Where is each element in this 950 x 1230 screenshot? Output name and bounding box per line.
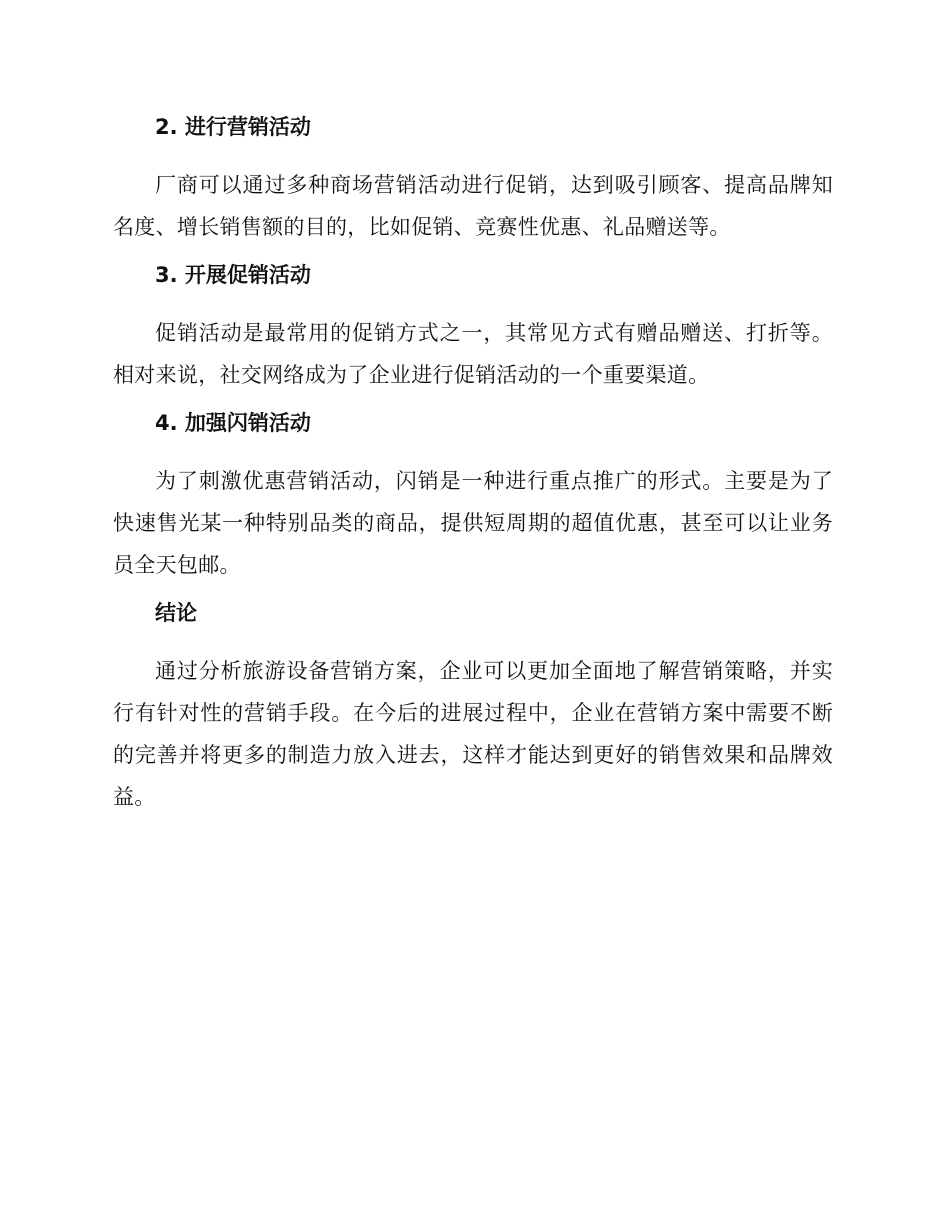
section-paragraph-conclusion: 通过分析旅游设备营销方案，企业可以更加全面地了解营销策略，并实行有针对性的营销手段。在今后的进展过程中，企业在营销方案中需要不断的完善并将更多的制造力放入进去，这样才能达到更好的销售效果和品牌效益。 (113, 659, 833, 809)
section-paragraph-promotion-activities: 促销活动是最常用的促销方式之一，其常见方式有赠品赠送、打折等。相对来说，社交网络成为了企业进行促销活动的一个重要渠道。 (113, 321, 833, 387)
section-paragraph-marketing-activities: 厂商可以通过多种商场营销活动进行促销，达到吸引顾客、提高品牌知名度、增长销售额的目的，比如促销、竞赛性优惠、礼品赠送等。 (113, 173, 833, 239)
section-heading-marketing-activities: 2. 进行营销活动 (155, 115, 311, 139)
section-paragraph-flash-sales: 为了刺激优惠营销活动，闪销是一种进行重点推广的形式。主要是为了快速售光某一种特别品类的商品，提供短周期的超值优惠，甚至可以让业务员全天包邮。 (113, 469, 833, 577)
section-heading-conclusion: 结论 (155, 601, 197, 625)
section-heading-promotion-activities: 3. 开展促销活动 (155, 263, 311, 287)
section-heading-flash-sales: 4. 加强闪销活动 (155, 411, 311, 435)
document-body (113, 112, 833, 830)
